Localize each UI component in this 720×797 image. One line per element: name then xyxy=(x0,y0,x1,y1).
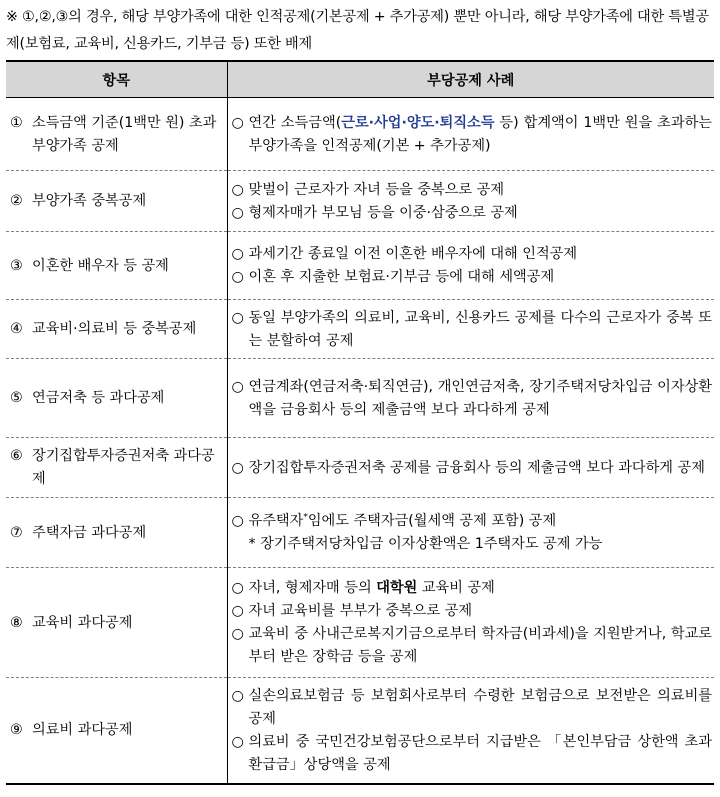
header-category: 항목 xyxy=(6,61,227,98)
example-item xyxy=(232,623,713,669)
example-item xyxy=(232,577,713,600)
category-cell xyxy=(6,171,227,232)
examples-cell xyxy=(227,98,714,171)
example-text: 연금계좌(연금저축·퇴직연금), 개인연금저축, 장기주택저당차입금 이자상환액을 금융회사 등의 제출금액 보다 과다하게 공제 xyxy=(248,378,712,418)
example-item xyxy=(232,243,713,266)
row-number: ① xyxy=(10,114,23,131)
table-row xyxy=(6,300,714,359)
category-label: 부양가족 중복공제 xyxy=(32,193,147,209)
category-label: 교육비 과다공제 xyxy=(32,614,133,631)
example-text: 의료비 중 국민건강보험공단으로부터 지급받은 「본인부담금 상한액 초과환급금」상당액을 공제 xyxy=(248,733,712,773)
table-row xyxy=(6,359,714,438)
category-label: 이혼한 배우자 등 공제 xyxy=(32,257,169,274)
examples-cell xyxy=(227,232,714,300)
row-number: ④ xyxy=(10,321,23,337)
example-item xyxy=(232,266,713,289)
table-row xyxy=(6,232,714,300)
category-cell xyxy=(6,359,227,438)
circle-bullet-icon: ○ xyxy=(231,269,244,285)
examples-cell xyxy=(227,498,714,568)
example-text: 교육비 공제 xyxy=(417,580,495,596)
highlighted-income-types: 근로·사업·양도·퇴직소득 xyxy=(341,114,495,131)
example-item xyxy=(232,376,713,422)
table-header-row xyxy=(6,61,714,98)
table-row xyxy=(6,498,714,568)
example-text: 교육비 중 사내근로복지기금으로부터 학자금(비과세)을 지원받거나, 학교로부터 받은 장학금 등을 공제 xyxy=(248,626,712,665)
examples-cell xyxy=(227,438,714,498)
category-cell xyxy=(6,300,227,359)
example-text: 장기집합투자증권저축 공제를 금융회사 등의 제출금액 보다 과다하게 공제 xyxy=(248,459,705,476)
category-cell xyxy=(6,438,227,498)
table-row xyxy=(6,98,714,171)
circle-bullet-icon: ○ xyxy=(231,733,244,750)
circle-bullet-icon: ○ xyxy=(231,687,244,704)
row-number: ⑨ xyxy=(10,722,23,739)
example-text: 과세기간 종료일 이전 이혼한 배우자에 대해 인적공제 xyxy=(248,246,578,262)
category-label: 연금저축 등 과다공제 xyxy=(32,390,165,406)
example-item xyxy=(232,510,713,533)
examples-cell xyxy=(227,359,714,438)
circle-bullet-icon: ○ xyxy=(231,246,244,262)
circle-bullet-icon: ○ xyxy=(231,114,244,131)
category-cell xyxy=(6,98,227,171)
row-number: ⑧ xyxy=(10,614,23,631)
examples-cell xyxy=(227,300,714,359)
example-item xyxy=(232,600,713,623)
examples-cell xyxy=(227,568,714,678)
examples-cell xyxy=(227,678,714,784)
example-text: 연간 소득금액( xyxy=(248,114,342,131)
sub-note: * 장기주택저당차입금 이자상환액은 1주택자도 공제 가능 xyxy=(248,536,603,552)
category-cell xyxy=(6,498,227,568)
example-text: 유주택자 xyxy=(248,513,304,529)
example-text: 동일 부양가족의 의료비, 교육비, 신용카드 공제를 다수의 근로자가 중복 또는 분할하여 공제 xyxy=(248,309,712,349)
circle-bullet-icon: ○ xyxy=(231,626,244,642)
example-item xyxy=(232,112,713,158)
category-label: 주택자금 과다공제 xyxy=(32,524,147,541)
example-text: 임에도 주택자금(월세액 공제 포함) 공제 xyxy=(307,513,557,529)
table-row xyxy=(6,678,714,784)
table-row xyxy=(6,438,714,498)
example-text: 등) 합계액이 1백만 원을 초과하는 부양가족을 인적공제(기본 + 추가공제) xyxy=(248,114,712,154)
example-item xyxy=(232,685,713,731)
example-item xyxy=(232,307,713,353)
circle-bullet-icon: ○ xyxy=(231,181,244,198)
header-examples: 부당공제 사례 xyxy=(227,61,714,98)
example-text: 자녀 교육비를 부부가 중복으로 공제 xyxy=(248,603,473,619)
example-text: 이혼 후 지출한 보험료·기부금 등에 대해 세액공제 xyxy=(248,269,555,285)
category-label: 소득금액 기준(1백만 원) 초과 부양가족 공제 xyxy=(32,114,217,154)
row-number: ⑥ xyxy=(10,448,23,464)
example-text: 맞벌이 근로자가 자녀 등을 중복으로 공제 xyxy=(248,181,505,198)
example-item xyxy=(232,731,713,777)
table-row xyxy=(6,171,714,232)
table-row xyxy=(6,568,714,678)
category-label: 장기집합투자증권저축 과다공제 xyxy=(32,448,215,487)
example-item xyxy=(232,202,713,225)
example-item xyxy=(232,457,713,480)
category-cell xyxy=(6,232,227,300)
row-number: ⑤ xyxy=(10,390,23,406)
circle-bullet-icon: ○ xyxy=(231,459,244,476)
category-label: 교육비·의료비 등 중복공제 xyxy=(32,321,197,337)
example-text: 형제자매가 부모님 등을 이중·삼중으로 공제 xyxy=(248,204,518,221)
category-label: 의료비 과다공제 xyxy=(32,722,133,739)
circle-bullet-icon: ○ xyxy=(231,513,244,529)
circle-bullet-icon: ○ xyxy=(231,580,244,596)
circle-bullet-icon: ○ xyxy=(231,603,244,619)
circle-bullet-icon: ○ xyxy=(231,204,244,221)
row-number: ② xyxy=(10,193,23,209)
row-number: ③ xyxy=(10,257,23,274)
category-cell xyxy=(6,678,227,784)
row-number: ⑦ xyxy=(10,524,23,541)
footnote-text: ※ ①,②,③의 경우, 해당 부양가족에 대한 인적공제(기본공제 + 추가공제) 뿐만 아니라, 해당 부양가족에 대한 특별공제(보험료, 교육비, 신용카드, 기부금 등) 또한 배제 xyxy=(6,9,709,52)
improper-deduction-table xyxy=(6,60,714,785)
circle-bullet-icon: ○ xyxy=(231,309,244,326)
circle-bullet-icon: ○ xyxy=(231,378,244,395)
example-text: 실손의료보험금 등 보험회사로부터 수령한 보험금으로 보전받은 의료비를 공제 xyxy=(248,687,712,727)
example-item xyxy=(232,179,713,202)
asterisk-marker: * xyxy=(303,512,308,523)
examples-cell xyxy=(227,171,714,232)
example-text: 자녀, 형제자매 등의 xyxy=(248,580,377,596)
graduate-school-emphasis: 대학원 xyxy=(376,580,418,596)
category-cell xyxy=(6,568,227,678)
